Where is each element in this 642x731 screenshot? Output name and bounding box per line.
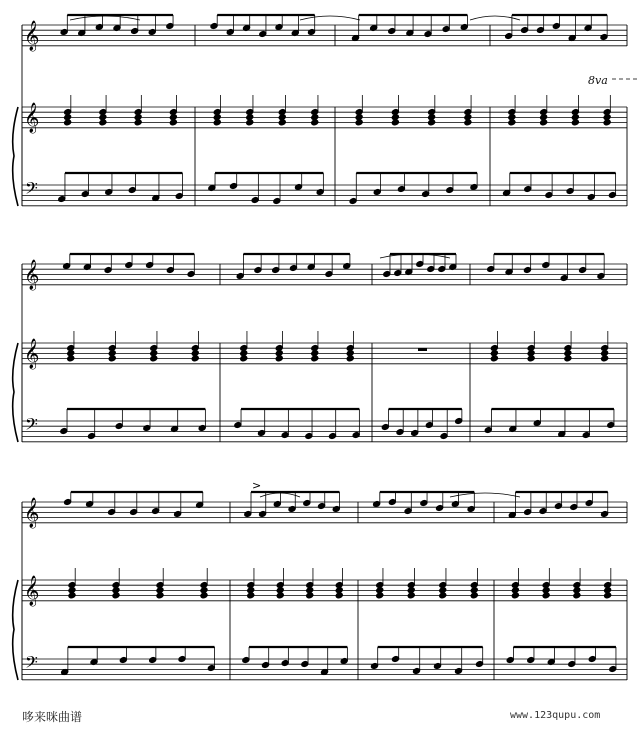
note-head [150, 355, 158, 362]
treble-clef-icon: 𝄞 [24, 498, 40, 528]
note-head [276, 592, 284, 599]
slur [450, 493, 520, 497]
site-name: 哆来咪曲谱 [22, 710, 83, 724]
note-head [346, 355, 354, 362]
note-head [527, 355, 535, 362]
note-head [213, 119, 221, 126]
note-head [156, 592, 164, 599]
note-head [68, 592, 76, 599]
treble-clef-icon: 𝄞 [24, 260, 40, 290]
note-head [428, 119, 436, 126]
note-head [112, 592, 120, 599]
note-head [134, 119, 142, 126]
note-head [247, 592, 255, 599]
treble-clef-icon: 𝄞 [24, 576, 40, 606]
treble-clef-icon: 𝄞 [24, 103, 40, 133]
note-head [311, 119, 319, 126]
note-head [306, 592, 314, 599]
note-head [376, 592, 384, 599]
note-head [240, 355, 248, 362]
note-head [573, 592, 581, 599]
note-head [391, 119, 399, 126]
note-head [564, 355, 572, 362]
note-head [571, 119, 579, 126]
bass-clef-icon: 𝄢 [25, 414, 38, 438]
note-head [67, 355, 75, 362]
note-head [439, 592, 447, 599]
note-head [275, 355, 283, 362]
note-head [191, 355, 199, 362]
note-head [407, 592, 415, 599]
piano-brace [13, 107, 18, 206]
note-head [169, 119, 177, 126]
bass-clef-icon: 𝄢 [25, 178, 38, 202]
note-head [200, 592, 208, 599]
ottava-mark: 8va [588, 74, 608, 87]
note-head [603, 119, 611, 126]
piano-brace [13, 343, 18, 442]
note-head [108, 355, 116, 362]
note-head [470, 592, 478, 599]
bass-clef-icon: 𝄢 [25, 652, 38, 676]
note-head [542, 592, 550, 599]
note-head [540, 119, 548, 126]
treble-clef-icon: 𝄞 [24, 21, 40, 51]
note-head [278, 119, 286, 126]
note-head [511, 592, 519, 599]
note-head [246, 119, 254, 126]
whole-rest-icon [418, 348, 427, 351]
note-head [355, 119, 363, 126]
note-head [99, 119, 107, 126]
treble-clef-icon: 𝄞 [24, 339, 40, 369]
piano-brace [13, 580, 18, 680]
note-head [508, 119, 516, 126]
note-head [311, 355, 319, 362]
slur [70, 16, 140, 20]
accent-mark: > [252, 479, 262, 492]
note-head [464, 119, 472, 126]
note-head [601, 355, 609, 362]
slur [300, 16, 360, 20]
site-url: www.123qupu.com [510, 710, 601, 721]
slur [470, 16, 520, 20]
note-head [335, 592, 343, 599]
note-head [604, 592, 612, 599]
note-head [490, 355, 498, 362]
note-head [64, 119, 72, 126]
